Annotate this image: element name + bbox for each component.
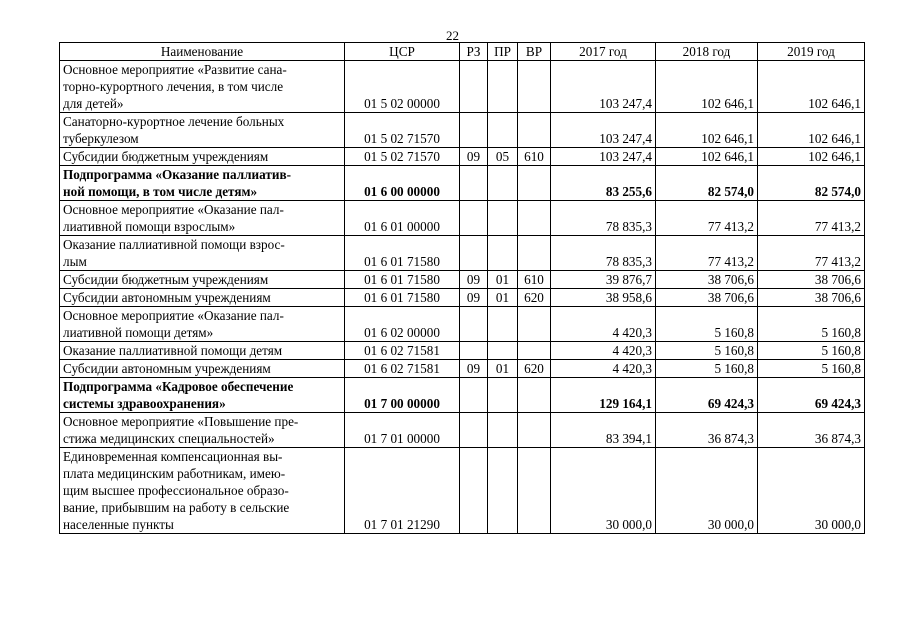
cell-name bbox=[60, 166, 345, 201]
cell-2019: 102 646,1 bbox=[758, 113, 865, 148]
cell-vr: 610 bbox=[518, 271, 551, 289]
name-line: Подпрограмма «Оказание паллиатив- bbox=[63, 167, 291, 182]
cell-csr: 01 6 02 71581 bbox=[345, 342, 460, 360]
cell-csr: 01 6 01 71580 bbox=[345, 236, 460, 271]
cell-pr bbox=[488, 61, 518, 113]
name-line: Единовременная компенсационная вы- bbox=[63, 449, 283, 464]
table-row bbox=[60, 201, 865, 236]
cell-2017: 4 420,3 bbox=[551, 307, 656, 342]
cell-2017: 83 394,1 bbox=[551, 413, 656, 448]
cell-vr bbox=[518, 413, 551, 448]
name-line: стижа медицинских специальностей» bbox=[63, 431, 275, 446]
cell-csr: 01 7 01 21290 bbox=[345, 448, 460, 534]
name-line: Основное мероприятие «Оказание пал- bbox=[63, 202, 284, 217]
header-2017: 2017 год bbox=[551, 43, 656, 61]
cell-rz bbox=[460, 342, 488, 360]
name-line: Основное мероприятие «Развитие сана- bbox=[63, 62, 287, 77]
cell-2018: 38 706,6 bbox=[656, 289, 758, 307]
cell-2018: 69 424,3 bbox=[656, 378, 758, 413]
cell-2018: 102 646,1 bbox=[656, 113, 758, 148]
cell-vr bbox=[518, 236, 551, 271]
cell-csr: 01 5 02 71570 bbox=[345, 113, 460, 148]
cell-pr bbox=[488, 113, 518, 148]
cell-name bbox=[60, 148, 345, 166]
name-line: торно-курортного лечения, в том числе bbox=[63, 79, 284, 94]
budget-table bbox=[59, 42, 865, 534]
cell-rz bbox=[460, 201, 488, 236]
cell-2018: 82 574,0 bbox=[656, 166, 758, 201]
cell-2019: 5 160,8 bbox=[758, 307, 865, 342]
cell-2019: 77 413,2 bbox=[758, 201, 865, 236]
cell-csr: 01 5 02 00000 bbox=[345, 61, 460, 113]
cell-pr bbox=[488, 342, 518, 360]
cell-2017: 103 247,4 bbox=[551, 113, 656, 148]
cell-csr: 01 7 00 00000 bbox=[345, 378, 460, 413]
name-line: Санаторно-курортное лечение больных bbox=[63, 114, 285, 129]
table-row bbox=[60, 148, 865, 166]
cell-vr bbox=[518, 307, 551, 342]
name-line: Оказание паллиативной помощи взрос- bbox=[63, 237, 285, 252]
table-row bbox=[60, 378, 865, 413]
cell-vr: 610 bbox=[518, 148, 551, 166]
cell-pr bbox=[488, 448, 518, 534]
name-line: населенные пункты bbox=[63, 517, 174, 532]
table-row bbox=[60, 271, 865, 289]
cell-rz bbox=[460, 166, 488, 201]
name-line: ной помощи, в том числе детям» bbox=[63, 184, 258, 199]
cell-2017: 38 958,6 bbox=[551, 289, 656, 307]
cell-2018: 102 646,1 bbox=[656, 148, 758, 166]
header-rz: РЗ bbox=[460, 43, 488, 61]
table-header-row bbox=[60, 43, 865, 61]
cell-2019: 38 706,6 bbox=[758, 271, 865, 289]
cell-2017: 4 420,3 bbox=[551, 342, 656, 360]
name-line: Основное мероприятие «Оказание пал- bbox=[63, 308, 284, 323]
cell-2019: 30 000,0 bbox=[758, 448, 865, 534]
table-body bbox=[60, 61, 865, 534]
cell-rz: 09 bbox=[460, 289, 488, 307]
name-line: Оказание паллиативной помощи детям bbox=[63, 343, 283, 358]
cell-rz bbox=[460, 236, 488, 271]
cell-2017: 83 255,6 bbox=[551, 166, 656, 201]
name-line: для детей» bbox=[63, 96, 124, 111]
cell-2019: 69 424,3 bbox=[758, 378, 865, 413]
table-row bbox=[60, 307, 865, 342]
cell-2017: 30 000,0 bbox=[551, 448, 656, 534]
cell-vr: 620 bbox=[518, 289, 551, 307]
cell-pr bbox=[488, 236, 518, 271]
cell-2017: 129 164,1 bbox=[551, 378, 656, 413]
name-line: Субсидии автономным учреждениям bbox=[63, 290, 271, 305]
cell-pr bbox=[488, 307, 518, 342]
cell-2019: 102 646,1 bbox=[758, 61, 865, 113]
cell-rz: 09 bbox=[460, 148, 488, 166]
cell-vr bbox=[518, 166, 551, 201]
cell-csr: 01 7 01 00000 bbox=[345, 413, 460, 448]
name-line: Субсидии бюджетным учреждениям bbox=[63, 149, 269, 164]
table-row bbox=[60, 166, 865, 201]
cell-vr bbox=[518, 378, 551, 413]
cell-pr: 01 bbox=[488, 271, 518, 289]
cell-2019: 5 160,8 bbox=[758, 342, 865, 360]
cell-2019: 82 574,0 bbox=[758, 166, 865, 201]
cell-name bbox=[60, 61, 345, 113]
cell-rz bbox=[460, 448, 488, 534]
cell-vr bbox=[518, 61, 551, 113]
table-row bbox=[60, 448, 865, 534]
cell-pr: 05 bbox=[488, 148, 518, 166]
cell-name bbox=[60, 342, 345, 360]
header-csr: ЦСР bbox=[345, 43, 460, 61]
name-line: Подпрограмма «Кадровое обеспечение bbox=[63, 379, 294, 394]
cell-2017: 103 247,4 bbox=[551, 148, 656, 166]
cell-rz bbox=[460, 378, 488, 413]
cell-pr: 01 bbox=[488, 289, 518, 307]
table-row bbox=[60, 61, 865, 113]
cell-csr: 01 6 02 00000 bbox=[345, 307, 460, 342]
cell-2018: 5 160,8 bbox=[656, 360, 758, 378]
cell-name bbox=[60, 448, 345, 534]
cell-vr: 620 bbox=[518, 360, 551, 378]
header-pr: ПР bbox=[488, 43, 518, 61]
cell-2017: 39 876,7 bbox=[551, 271, 656, 289]
table-row bbox=[60, 289, 865, 307]
cell-2019: 36 874,3 bbox=[758, 413, 865, 448]
cell-2018: 5 160,8 bbox=[656, 342, 758, 360]
cell-name bbox=[60, 378, 345, 413]
cell-csr: 01 6 01 71580 bbox=[345, 289, 460, 307]
header-2019: 2019 год bbox=[758, 43, 865, 61]
header-2018: 2018 год bbox=[656, 43, 758, 61]
cell-name bbox=[60, 413, 345, 448]
cell-vr bbox=[518, 448, 551, 534]
cell-pr: 01 bbox=[488, 360, 518, 378]
cell-name bbox=[60, 307, 345, 342]
cell-2018: 77 413,2 bbox=[656, 201, 758, 236]
table-row bbox=[60, 236, 865, 271]
name-line: Субсидии автономным учреждениям bbox=[63, 361, 271, 376]
cell-pr bbox=[488, 413, 518, 448]
cell-2019: 38 706,6 bbox=[758, 289, 865, 307]
cell-2018: 102 646,1 bbox=[656, 61, 758, 113]
name-line: щим высшее профессиональное образо- bbox=[63, 483, 289, 498]
table-row bbox=[60, 413, 865, 448]
cell-2018: 5 160,8 bbox=[656, 307, 758, 342]
cell-2019: 77 413,2 bbox=[758, 236, 865, 271]
cell-csr: 01 6 01 71580 bbox=[345, 271, 460, 289]
cell-pr bbox=[488, 201, 518, 236]
name-line: Основное мероприятие «Повышение пре- bbox=[63, 414, 299, 429]
cell-2018: 38 706,6 bbox=[656, 271, 758, 289]
table-row bbox=[60, 113, 865, 148]
cell-2019: 102 646,1 bbox=[758, 148, 865, 166]
cell-rz bbox=[460, 307, 488, 342]
cell-rz: 09 bbox=[460, 360, 488, 378]
cell-pr bbox=[488, 166, 518, 201]
cell-rz bbox=[460, 413, 488, 448]
cell-name bbox=[60, 113, 345, 148]
page-number: 22 bbox=[446, 28, 459, 43]
header-name: Наименование bbox=[60, 43, 345, 61]
cell-2018: 36 874,3 bbox=[656, 413, 758, 448]
cell-csr: 01 6 01 00000 bbox=[345, 201, 460, 236]
cell-name bbox=[60, 236, 345, 271]
cell-name bbox=[60, 289, 345, 307]
cell-2017: 78 835,3 bbox=[551, 201, 656, 236]
cell-csr: 01 6 02 71581 bbox=[345, 360, 460, 378]
cell-name bbox=[60, 360, 345, 378]
cell-vr bbox=[518, 201, 551, 236]
name-line: Субсидии бюджетным учреждениям bbox=[63, 272, 269, 287]
cell-2017: 103 247,4 bbox=[551, 61, 656, 113]
cell-vr bbox=[518, 113, 551, 148]
name-line: плата медицинским работникам, имею- bbox=[63, 466, 286, 481]
cell-rz: 09 bbox=[460, 271, 488, 289]
cell-csr: 01 6 00 00000 bbox=[345, 166, 460, 201]
cell-name bbox=[60, 271, 345, 289]
cell-vr bbox=[518, 342, 551, 360]
cell-pr bbox=[488, 378, 518, 413]
cell-2017: 4 420,3 bbox=[551, 360, 656, 378]
cell-csr: 01 5 02 71570 bbox=[345, 148, 460, 166]
cell-2018: 30 000,0 bbox=[656, 448, 758, 534]
cell-rz bbox=[460, 61, 488, 113]
name-line: вание, прибывшим на работу в сельские bbox=[63, 500, 290, 515]
cell-2019: 5 160,8 bbox=[758, 360, 865, 378]
table-row bbox=[60, 342, 865, 360]
cell-name bbox=[60, 201, 345, 236]
name-line: лиативной помощи взрослым» bbox=[63, 219, 236, 234]
name-line: лиативной помощи детям» bbox=[63, 325, 214, 340]
cell-2018: 77 413,2 bbox=[656, 236, 758, 271]
name-line: лым bbox=[63, 254, 87, 269]
name-line: туберкулезом bbox=[63, 131, 139, 146]
cell-2017: 78 835,3 bbox=[551, 236, 656, 271]
table-row bbox=[60, 360, 865, 378]
cell-rz bbox=[460, 113, 488, 148]
name-line: системы здравоохранения» bbox=[63, 396, 226, 411]
header-vr: ВР bbox=[518, 43, 551, 61]
